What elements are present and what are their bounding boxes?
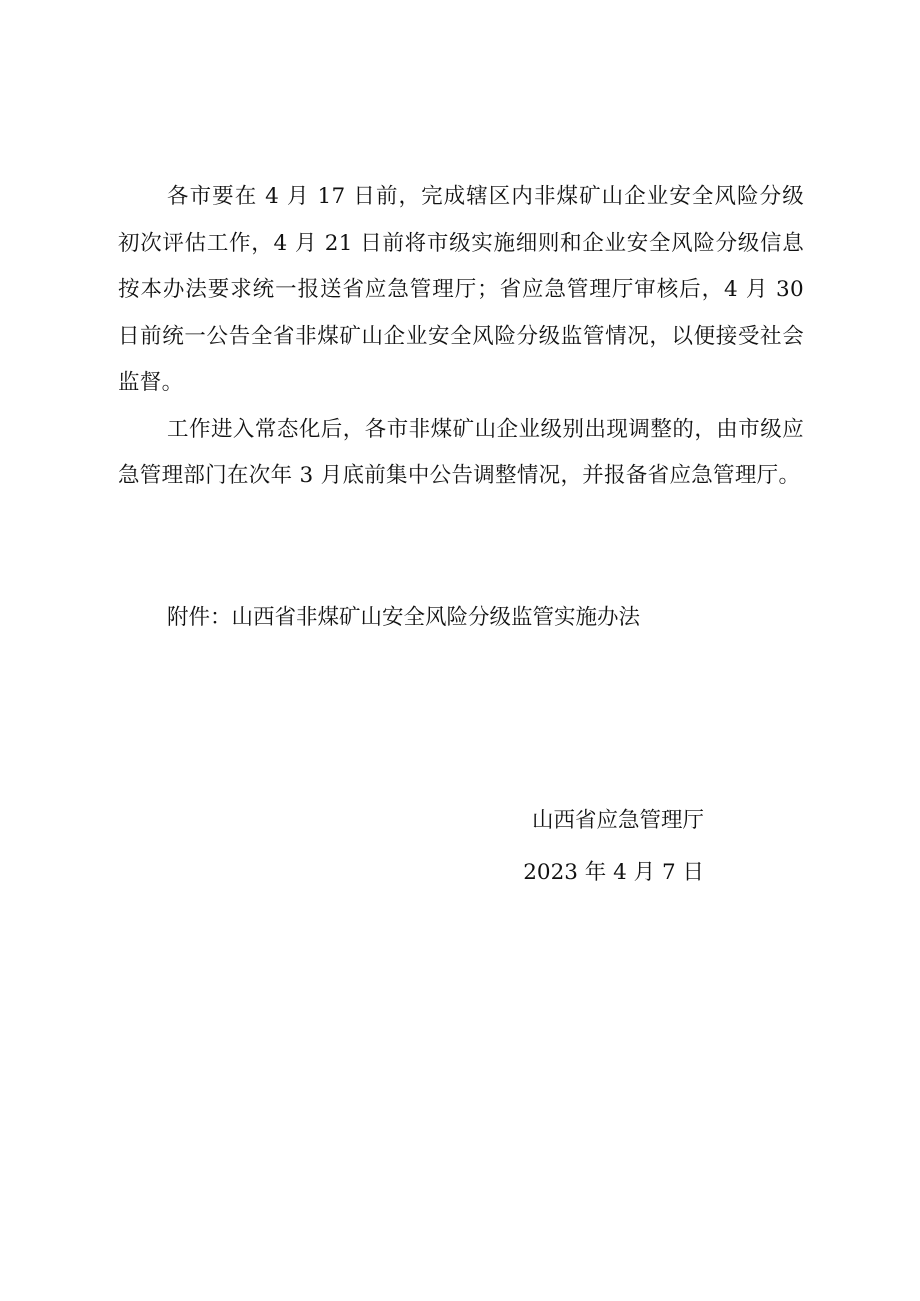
attachment-line: 附件：山西省非煤矿山安全风险分级监管实施办法 <box>167 605 641 630</box>
signature-block <box>523 795 704 899</box>
paragraph-normalization: 工作进入常态化后，各市非煤矿山企业级别出现调整的，由市级应急管理部门在次年 3 月底前集中公告调整情况，并报备省应急管理厅。 <box>118 416 804 488</box>
issue-date: 2023 年 4 月 7 日 <box>523 860 704 885</box>
document-body <box>118 174 804 500</box>
paragraph-deadline: 各市要在 4 月 17 日前，完成辖区内非煤矿山企业安全风险分级初次评估工作，4 月 21 日前将市级实施细则和企业安全风险分级信息按本办法要求统一报送省应急管理厅；省应急管理厅审核后，4 月 30 日前统一公告全省非煤矿山企业安全风险分级监管情况，以便接受社会监督。 <box>118 184 804 395</box>
issuer-name: 山西省应急管理厅 <box>531 808 704 833</box>
